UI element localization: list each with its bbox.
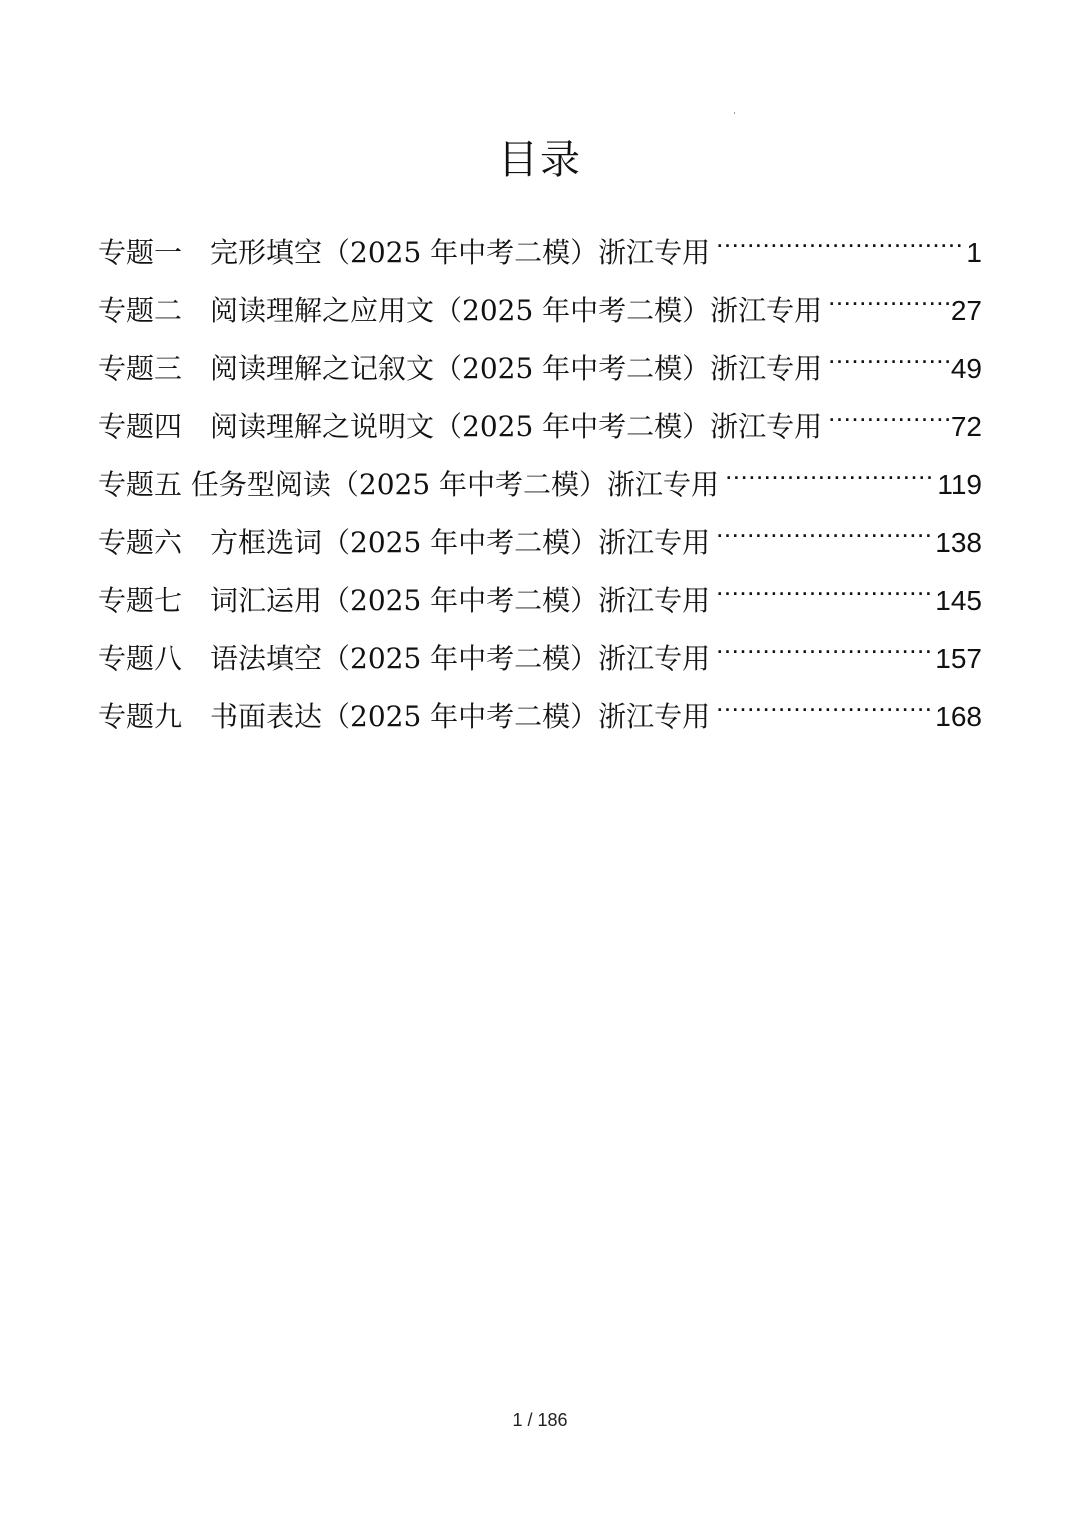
toc-entry-label: 专题四 阅读理解之说明文（2025 年中考二模）浙江专用 <box>98 410 823 443</box>
toc-entry-page: 168 <box>935 701 982 732</box>
page-indicator: 1 / 186 <box>512 1410 568 1430</box>
toc-entry-label: 专题五 任务型阅读（2025 年中考二模）浙江专用 <box>98 468 720 501</box>
toc-entry-1[interactable] <box>98 204 982 269</box>
toc-entry-label: 专题八 语法填空（2025 年中考二模）浙江专用 <box>98 642 711 675</box>
toc-leader-dots <box>725 436 935 494</box>
toc-entry-label: 专题二 阅读理解之应用文（2025 年中考二模）浙江专用 <box>98 294 823 327</box>
toc-title: 目录 <box>498 137 582 183</box>
toc-leader-dots <box>828 320 949 378</box>
toc-entry-label: 专题九 书面表达（2025 年中考二模）浙江专用 <box>98 700 711 733</box>
toc-leader-dots <box>828 378 949 436</box>
table-of-contents <box>98 204 982 733</box>
toc-entry-label: 专题三 阅读理解之记叙文（2025 年中考二模）浙江专用 <box>98 352 823 385</box>
toc-leader-dots <box>716 494 933 552</box>
toc-entry-page: 119 <box>937 469 982 500</box>
toc-entry-page: 1 <box>966 237 982 268</box>
toc-entry-page: 157 <box>935 643 982 674</box>
toc-leader-dots <box>716 204 964 262</box>
toc-leader-dots <box>716 668 933 726</box>
toc-entry-page: 49 <box>950 353 982 384</box>
toc-entry-page: 27 <box>950 295 982 326</box>
toc-entry-label: 专题六 方框选词（2025 年中考二模）浙江专用 <box>98 526 711 559</box>
toc-entry-page: 138 <box>935 527 982 558</box>
toc-entry-page: 72 <box>950 411 982 442</box>
toc-entry-label: 专题七 词汇运用（2025 年中考二模）浙江专用 <box>98 584 711 617</box>
toc-entry-label: 专题一 完形填空（2025 年中考二模）浙江专用 <box>98 236 711 269</box>
toc-entry-page: 145 <box>935 585 982 616</box>
toc-leader-dots <box>716 610 933 668</box>
toc-leader-dots <box>828 262 949 320</box>
toc-leader-dots <box>716 552 933 610</box>
scan-speck <box>734 112 735 114</box>
